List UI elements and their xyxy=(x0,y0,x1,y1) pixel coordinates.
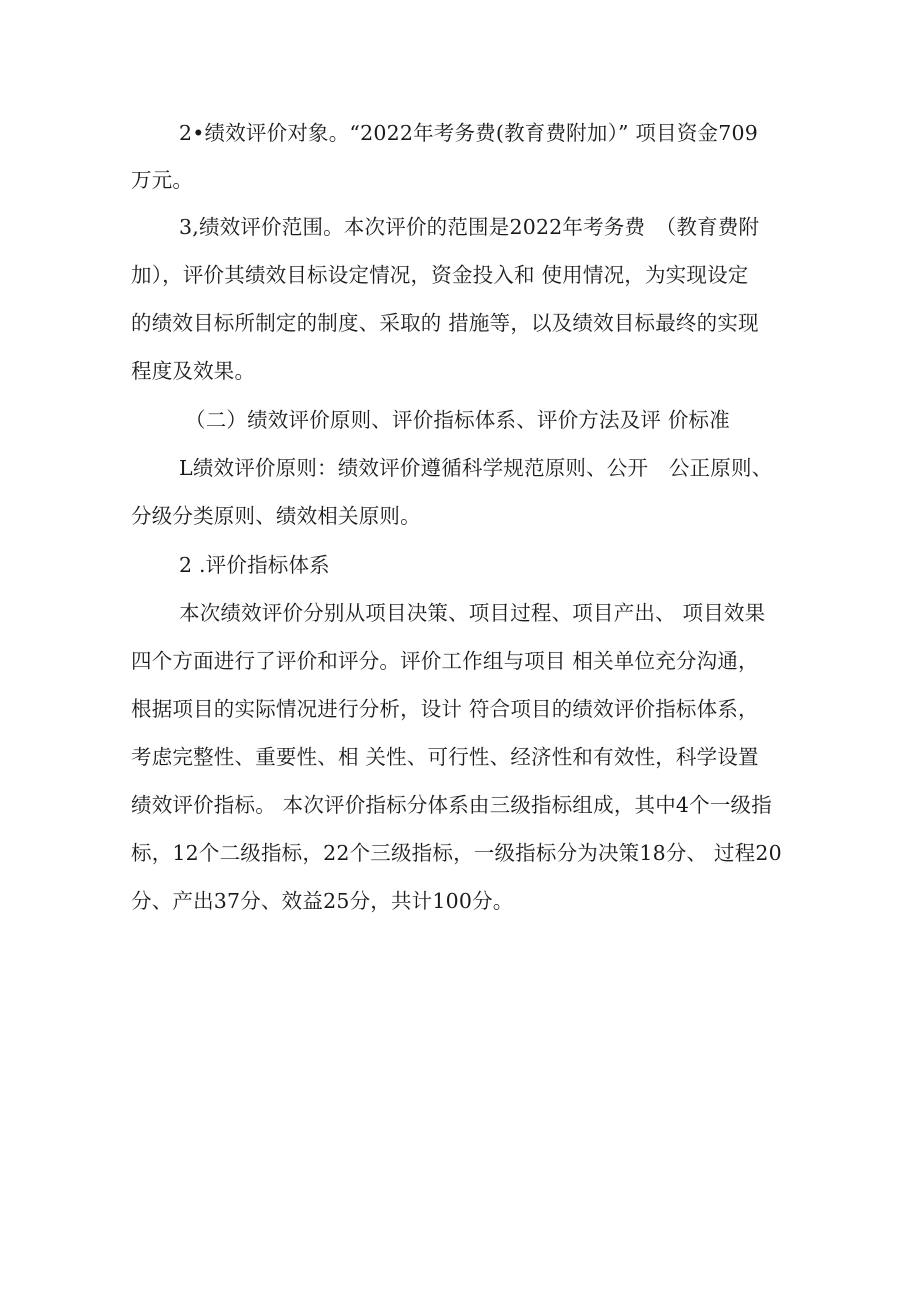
subsection-heading: 2 .评价指标体系 xyxy=(179,553,330,577)
section-heading: （二）绩效评价原则、评价指标体系、评价方法及评 价标准 xyxy=(185,408,730,432)
text-line-1: 2•绩效评价对象。“2022年考务费(教育费附加）” 项目资金709 xyxy=(179,121,758,145)
text-line-17: 分、产出37分、效益25分，共计100分。 xyxy=(131,889,514,913)
text-line-12: 四个方面进行了评价和评分。评价工作组与项目 相关单位充分沟通， xyxy=(131,649,759,673)
text-line-15: 绩效评价指标。 本次评价指标分体系由三级指标组成，其中4个一级指 xyxy=(131,793,772,817)
text-line-3: 3,绩效评价范围。本次评价的范围是2022年考务费 （教育费附 xyxy=(179,215,760,239)
text-line-5: 的绩效目标所制定的制度、采取的 措施等，以及绩效目标最终的实现 xyxy=(131,311,759,335)
text-line-6: 程度及效果。 xyxy=(131,359,256,383)
text-line-9: 分级分类原则、绩效相关原则。 xyxy=(131,504,421,528)
text-line-2: 万元。 xyxy=(131,168,194,192)
text-line-14: 考虑完整性、重要性、相 关性、可行性、经济性和有效性，科学设置 xyxy=(131,745,759,769)
text-line-13: 根据项目的实际情况进行分析，设计 符合项目的绩效评价指标体系， xyxy=(131,697,759,721)
text-line-11: 本次绩效评价分别从项目决策、项目过程、项目产出、 项目效果 xyxy=(179,601,766,625)
text-line-8: L绩效评价原则：绩效评价遵循科学规范原则、公开 公正原则、 xyxy=(179,456,773,480)
text-line-4: 加），评价其绩效目标设定情况，资金投入和 使用情况，为实现设定 xyxy=(131,263,749,287)
text-line-16: 标，12个二级指标，22个三级指标，一级指标分为决策18分、 过程20 xyxy=(131,841,782,865)
